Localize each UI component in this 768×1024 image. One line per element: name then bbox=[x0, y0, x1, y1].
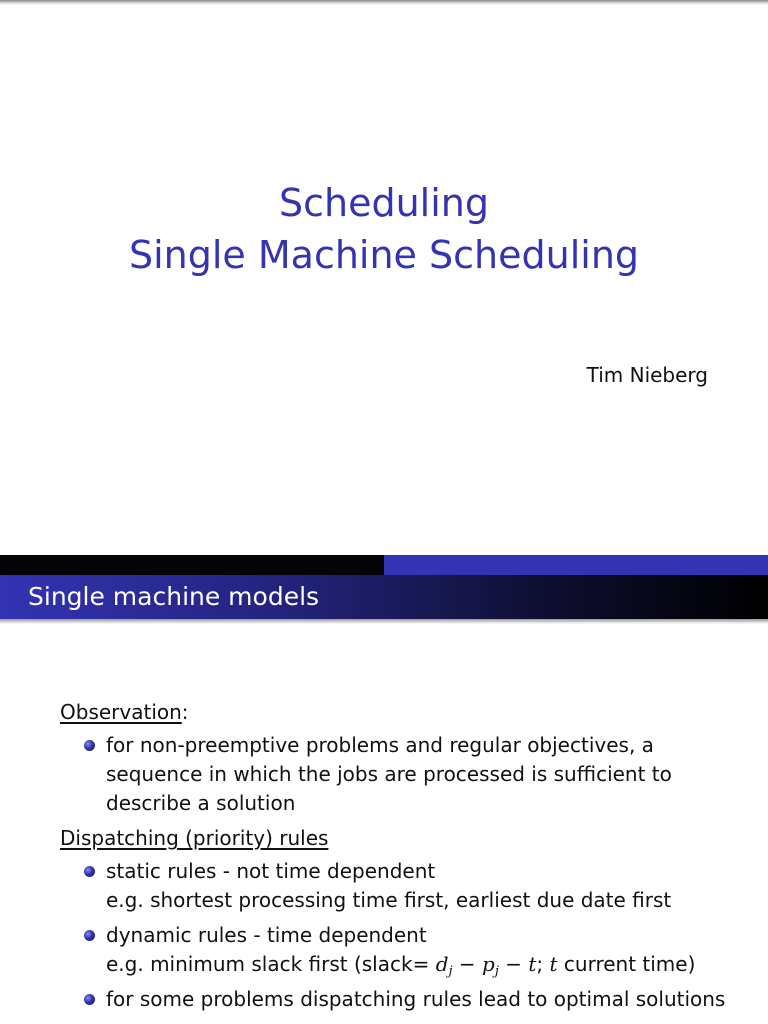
math-sub-j: j bbox=[494, 964, 499, 979]
math-t: t bbox=[528, 952, 537, 976]
optimal-solutions-line: for some problems dispatching rules lead to optimal solutions bbox=[106, 987, 726, 1011]
presentation-title bbox=[0, 177, 768, 281]
math-minus: − bbox=[452, 952, 483, 976]
observation-line-3: describe a solution bbox=[106, 791, 296, 815]
dispatching-list bbox=[60, 857, 760, 1014]
slide-body bbox=[60, 698, 760, 1020]
list-item bbox=[60, 731, 760, 818]
bullet-icon bbox=[84, 740, 95, 751]
math-sub-j: j bbox=[448, 964, 453, 979]
bullet-icon bbox=[84, 866, 95, 877]
math-p: p bbox=[482, 952, 495, 976]
math-semicolon: ; bbox=[536, 952, 550, 976]
slack-prefix: e.g. minimum slack first (slack= bbox=[106, 952, 436, 976]
title-line-1: Scheduling bbox=[278, 181, 489, 225]
header-bar-left bbox=[0, 555, 384, 575]
list-item bbox=[60, 857, 760, 915]
slide-header-bars bbox=[0, 555, 768, 575]
frame-title-shadow bbox=[0, 619, 768, 624]
frame-title: Single machine models bbox=[28, 582, 320, 611]
math-t: t bbox=[549, 952, 558, 976]
math-d: d bbox=[435, 952, 449, 976]
frame-title-bar bbox=[0, 575, 768, 619]
bullet-icon bbox=[84, 930, 95, 941]
math-minus: − bbox=[498, 952, 529, 976]
title-slide bbox=[0, 5, 768, 555]
static-rules-example: e.g. shortest processing time first, earliest due date first bbox=[106, 888, 672, 912]
author-name: Tim Nieberg bbox=[586, 363, 708, 387]
header-bar-right bbox=[384, 555, 768, 575]
title-line-2: Single Machine Scheduling bbox=[128, 233, 640, 277]
observation-colon: : bbox=[181, 700, 189, 724]
observation-line-1: for non-preemptive problems and regular objectives, a bbox=[106, 733, 654, 757]
dynamic-rules-line: dynamic rules - time dependent bbox=[106, 923, 427, 947]
dispatching-heading: Dispatching (priority) rules bbox=[60, 826, 329, 850]
observation-heading: Observation bbox=[60, 700, 182, 724]
slack-suffix: current time) bbox=[557, 952, 696, 976]
dispatching-heading-row bbox=[60, 824, 760, 853]
observation-heading-row bbox=[60, 698, 760, 727]
observation-line-2: sequence in which the jobs are processed is sufficient to bbox=[106, 762, 672, 786]
observation-list bbox=[60, 731, 760, 818]
list-item bbox=[60, 921, 760, 979]
static-rules-line: static rules - not time dependent bbox=[106, 859, 436, 883]
dynamic-rules-example bbox=[106, 950, 760, 979]
list-item bbox=[60, 985, 760, 1014]
bullet-icon bbox=[84, 994, 95, 1005]
